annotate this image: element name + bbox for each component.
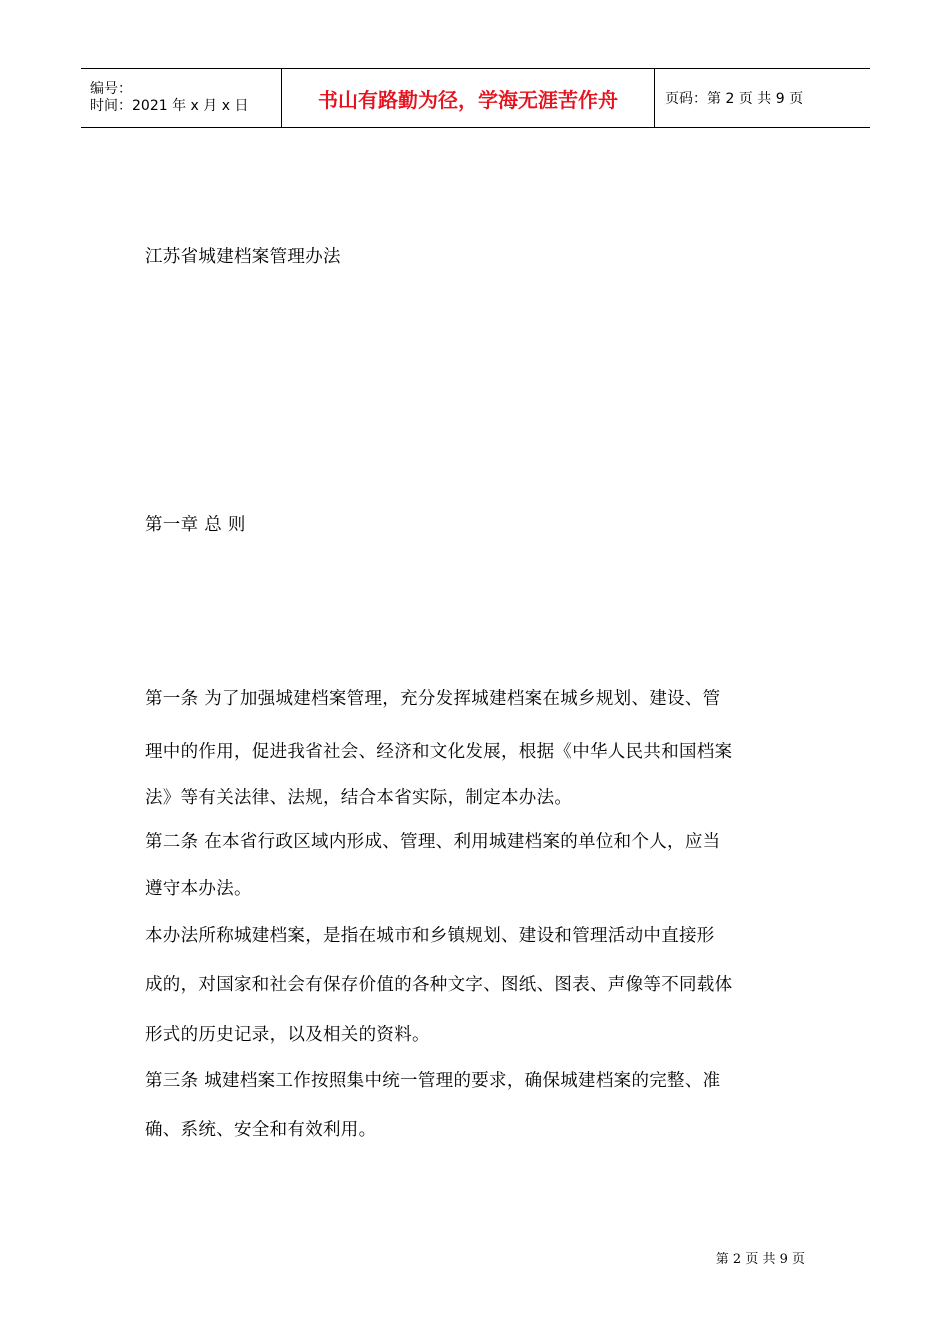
- paragraph-line: 第三条 城建档案工作按照集中统一管理的要求，确保城建档案的完整、准: [145, 1071, 721, 1091]
- page-footer: 第 2 页 共 9 页: [715, 1252, 805, 1267]
- paragraph-line: 法》等有关法律、法规，结合本省实际，制定本办法。: [145, 788, 573, 808]
- serial-number-label: 编号：: [90, 81, 132, 97]
- header-motto: [282, 69, 655, 127]
- paragraph-line: 遵守本办法。: [145, 879, 252, 899]
- paragraph-line: 本办法所称城建档案，是指在城市和乡镇规划、建设和管理活动中直接形: [145, 926, 715, 946]
- chapter-heading: 第一章 总 则: [145, 515, 246, 535]
- header-page-number: 页码：第 2 页 共 9 页: [665, 91, 804, 107]
- paragraph-line: 形式的历史记录，以及相关的资料。: [145, 1025, 430, 1045]
- page-header: [81, 68, 870, 128]
- header-meta: [81, 69, 282, 127]
- header-page-info: [655, 69, 870, 127]
- date-label: 时间：2021 年 x 月 x 日: [90, 98, 249, 114]
- paragraph-line: 第二条 在本省行政区域内形成、管理、利用城建档案的单位和个人，应当: [145, 832, 721, 852]
- paragraph-line: 成的，对国家和社会有保存价值的各种文字、图纸、图表、声像等不同载体: [145, 975, 733, 995]
- paragraph-line: 第一条 为了加强城建档案管理，充分发挥城建档案在城乡规划、建设、管: [145, 689, 721, 709]
- document-title: 江苏省城建档案管理办法: [145, 247, 341, 267]
- motto-text: 书山有路勤为径，学海无涯苦作舟: [318, 87, 618, 112]
- paragraph-line: 理中的作用，促进我省社会、经济和文化发展，根据《中华人民共和国档案: [145, 742, 733, 762]
- paragraph-line: 确、系统、安全和有效利用。: [145, 1120, 377, 1140]
